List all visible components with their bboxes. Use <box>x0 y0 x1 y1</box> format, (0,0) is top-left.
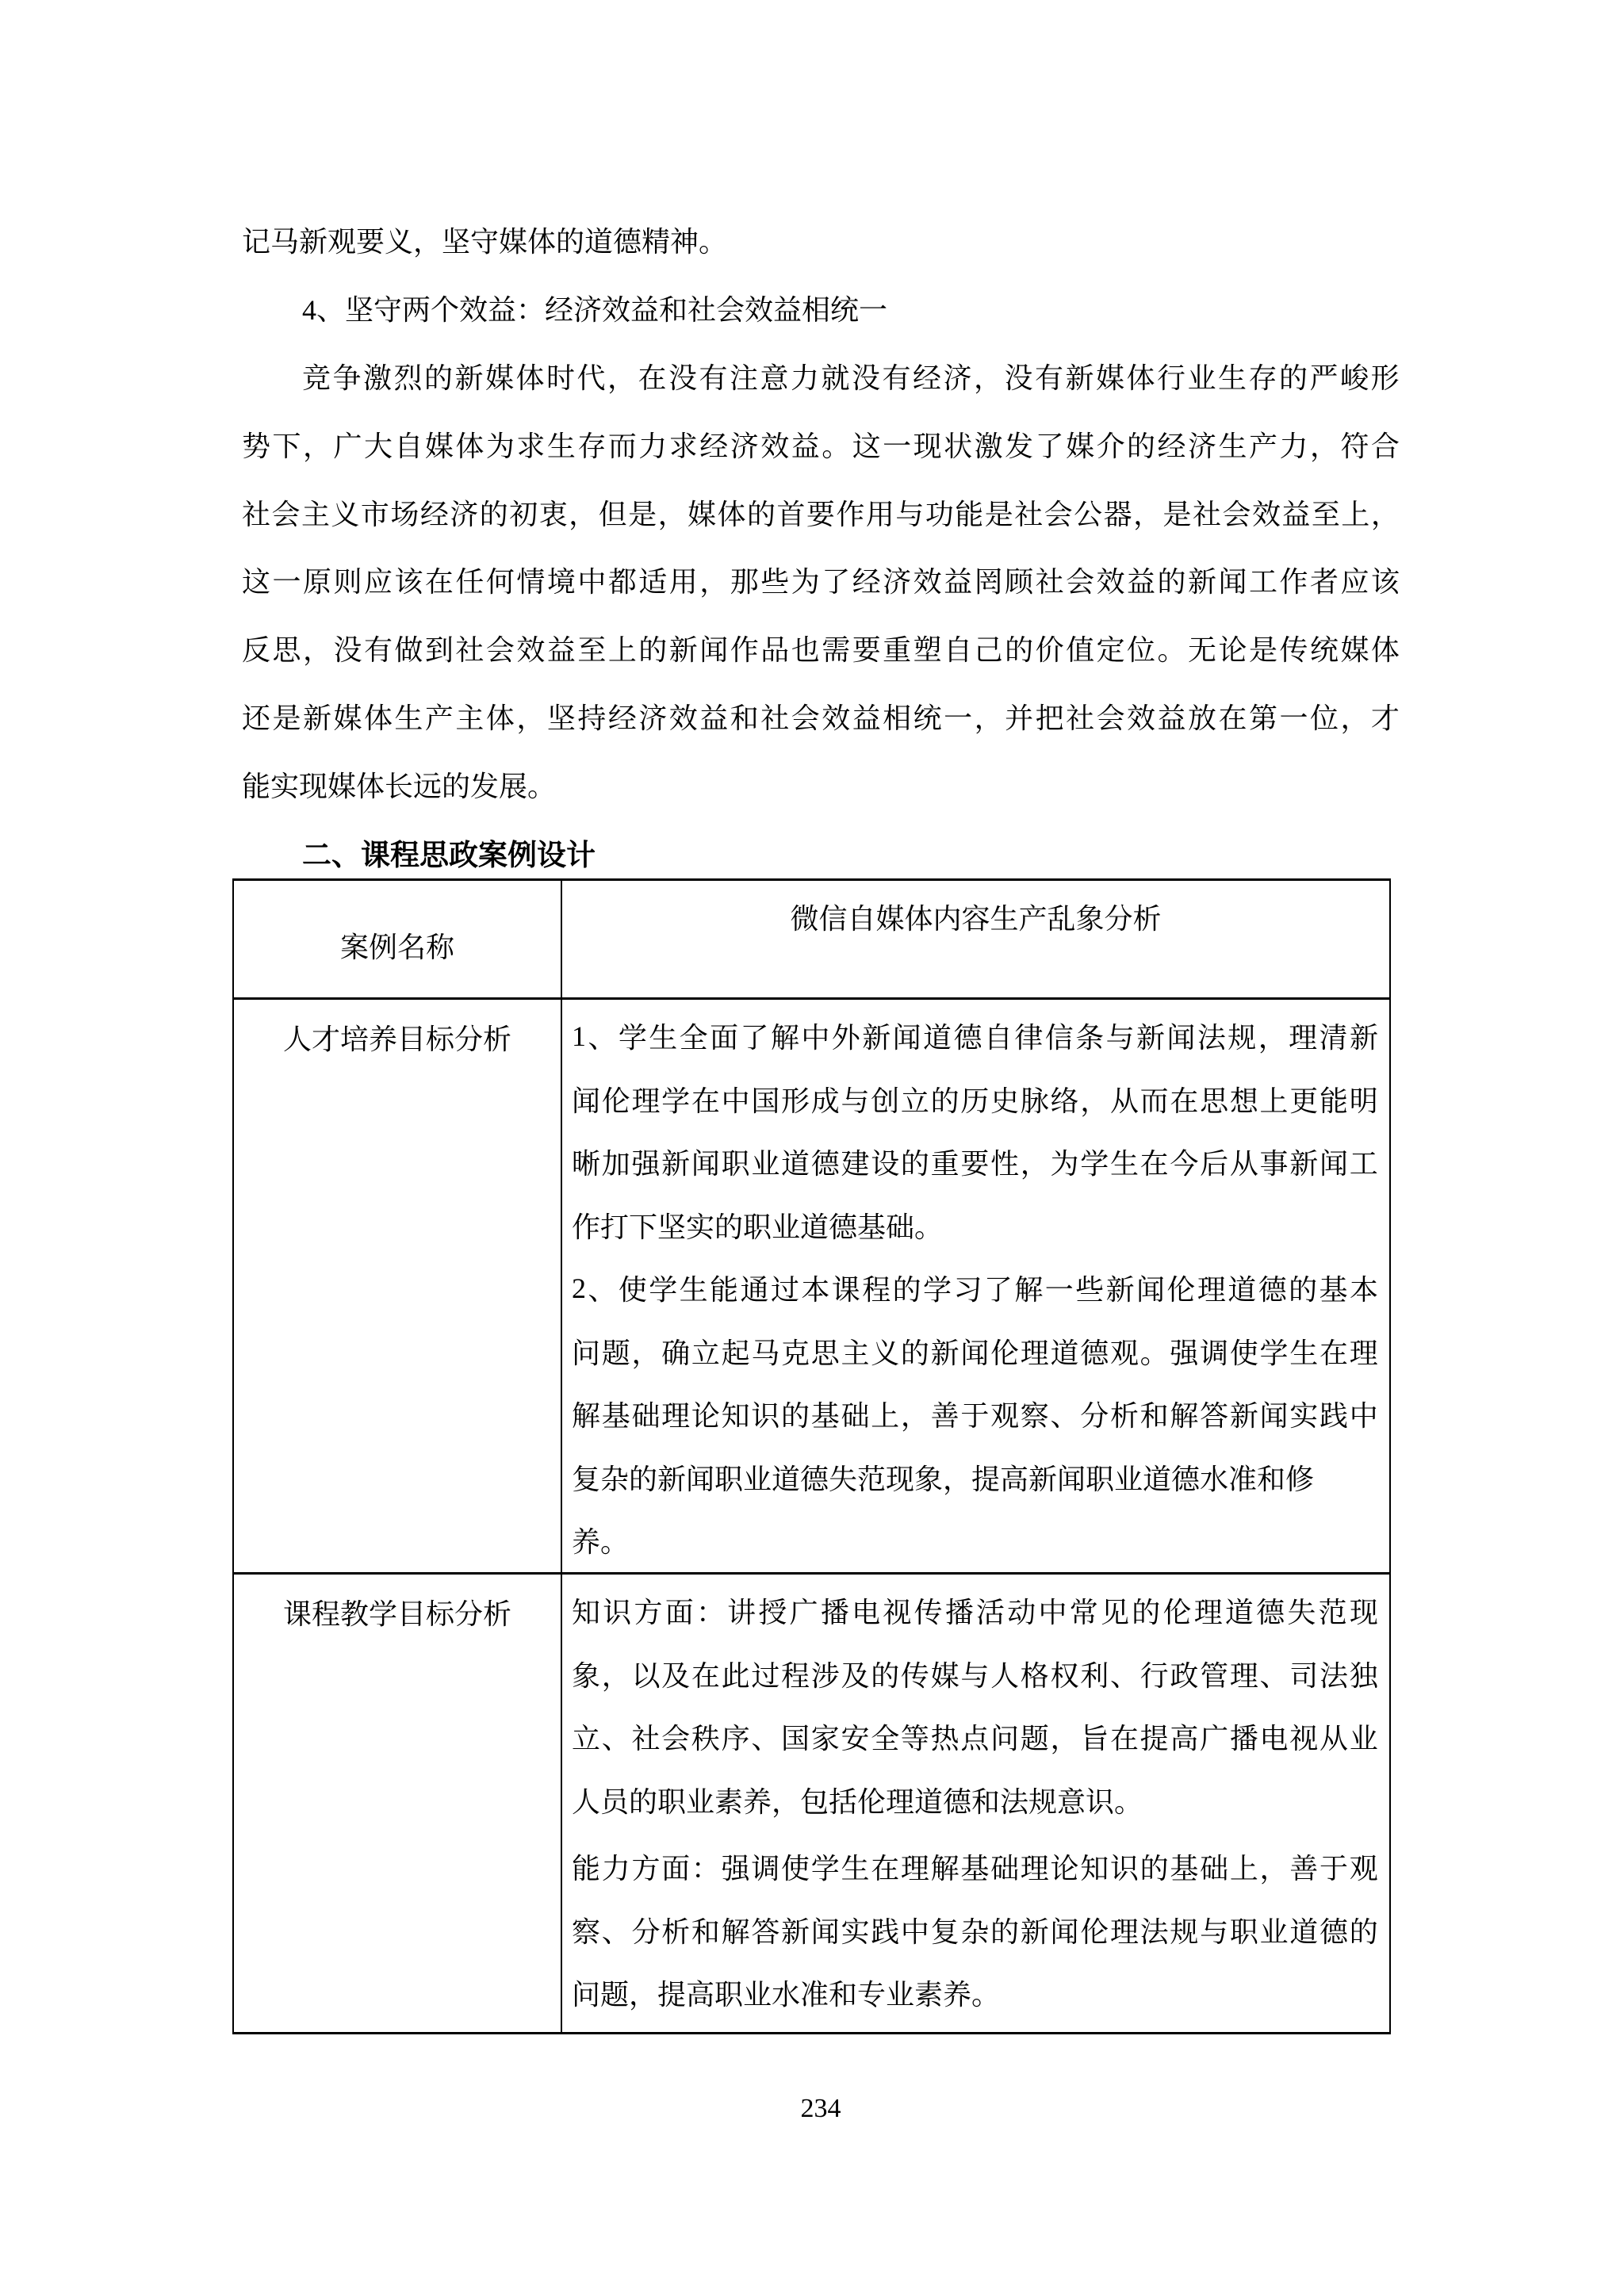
cell-line: 能 力 方 面 ： 强 调 使 学 生 在 理 解 基 础 理 论 知 识 的 基 础 上 ， 善 于 观 <box>572 1853 1378 1885</box>
cell-line: 2 、 使 学 生 能 通 过 本 课 程 的 学 习 了 解 一 些 新 闻 伦 理 道 德 的 基 本 <box>572 1272 1378 1307</box>
cell-line: 人员的职业素养，包括伦理道德和法规意识。 <box>572 1785 1143 1818</box>
cell-line: 知 识 方 面 ： 讲 授 广 播 电 视 传 播 活 动 中 常 见 的 伦 理 道 德 失 范 现 <box>572 1597 1378 1629</box>
cell-line: 立 、 社 会 秩 序 、 国 家 安 全 等 热 点 问 题 ， 旨 在 提 高 广 播 电 视 从 业 <box>572 1723 1378 1755</box>
cell-line: 复杂的新闻职业道德失范现象，提高新闻职业道德水准和修 <box>572 1463 1315 1495</box>
table-row-label-cell <box>234 1000 562 1575</box>
table-row-label-cell <box>234 1575 562 2032</box>
paragraph-line: 还 是 新 媒 体 生 产 主 体 ， 坚 持 经 济 效 益 和 社 会 效 益 相 统 一 ， 并 把 社 会 效 益 放 在 第 一 位 ， 才 <box>242 702 1400 734</box>
cell-line: 养。 <box>572 1526 630 1559</box>
cell-line: 象 ， 以 及 在 此 过 程 涉 及 的 传 媒 与 人 格 权 利 、 行 政 管 理 、 司 法 独 <box>572 1659 1378 1692</box>
page-number: 234 <box>800 2094 841 2123</box>
case-name-label: 案例名称 <box>339 932 454 963</box>
table-header-title-cell <box>562 881 1389 1000</box>
paragraph-line: 势 下 ， 广 大 自 媒 体 为 求 生 存 而 力 求 经 济 效 益 。 这 一 现 状 激 发 了 媒 介 的 经 济 生 产 力 ， 符 合 <box>242 430 1400 462</box>
body-text-block <box>242 206 1400 886</box>
table-row-content-cell <box>562 1575 1389 2032</box>
cell-line: 1 、 学 生 全 面 了 解 中 外 新 闻 道 德 自 律 信 条 与 新 闻 法 规 ， 理 清 新 <box>572 1020 1378 1054</box>
cell-line: 问 题 ， 确 立 起 马 克 思 主 义 的 新 闻 伦 理 道 德 观 。 强 调 使 学 生 在 理 <box>572 1337 1378 1369</box>
case-design-table <box>232 878 1391 2034</box>
paragraph-line: 竞 争 激 烈 的 新 媒 体 时 代 ， 在 没 有 注 意 力 就 没 有 经 济 ， 没 有 新 媒 体 行 业 生 存 的 严 峻 形 <box>302 362 1400 394</box>
paragraph-line: 反 思 ， 没 有 做 到 社 会 效 益 至 上 的 新 闻 作 品 也 需 要 重 塑 自 己 的 价 值 定 位 。 无 论 是 传 统 媒 体 <box>242 634 1400 667</box>
case-title: 微信自媒体内容生产乱象分析 <box>790 903 1162 936</box>
section-heading: 二、课程思政案例设计 <box>302 840 596 873</box>
cell-line: 解 基 础 理 论 知 识 的 基 础 上 ， 善 于 观 察 、 分 析 和 解 答 新 闻 实 践 中 <box>572 1400 1378 1433</box>
table-header-label-cell <box>234 881 562 1000</box>
paragraph-line: 这 一 原 则 应 该 在 任 何 情 境 中 都 适 用 ， 那 些 为 了 经 济 效 益 罔 顾 社 会 效 益 的 新 闻 工 作 者 应 该 <box>242 566 1400 599</box>
cell-line: 闻 伦 理 学 在 中 国 形 成 与 创 立 的 历 史 脉 络 ， 从 而 在 思 想 上 更 能 明 <box>572 1085 1378 1117</box>
paragraph-line: 社 会 主 义 市 场 经 济 的 初 衷 ， 但 是 ， 媒 体 的 首 要 作 用 与 功 能 是 社 会 公 器 ， 是 社 会 效 益 至 上 ， <box>242 498 1400 530</box>
list-heading: 4、坚守两个效益：经济效益和社会效益相统一 <box>302 294 888 327</box>
cell-line: 察 、 分 析 和 解 答 新 闻 实 践 中 复 杂 的 新 闻 伦 理 法 规 与 职 业 道 德 的 <box>572 1915 1378 1948</box>
course-goal-label: 课程教学目标分析 <box>282 1598 511 1630</box>
cell-line: 作打下坚实的职业道德基础。 <box>572 1211 944 1243</box>
cell-line: 晰 加 强 新 闻 职 业 道 德 建 设 的 重 要 性 ， 为 学 生 在 今 后 从 事 新 闻 工 <box>572 1148 1378 1181</box>
paragraph-line: 能实现媒体长远的发展。 <box>242 770 557 802</box>
talent-goal-label: 人才培养目标分析 <box>282 1024 511 1055</box>
paragraph-line: 记马新观要义，坚守媒体的道德精神。 <box>242 226 728 258</box>
cell-line: 问题，提高职业水准和专业素养。 <box>572 1979 1001 2011</box>
table-row-content-cell <box>562 1000 1389 1575</box>
